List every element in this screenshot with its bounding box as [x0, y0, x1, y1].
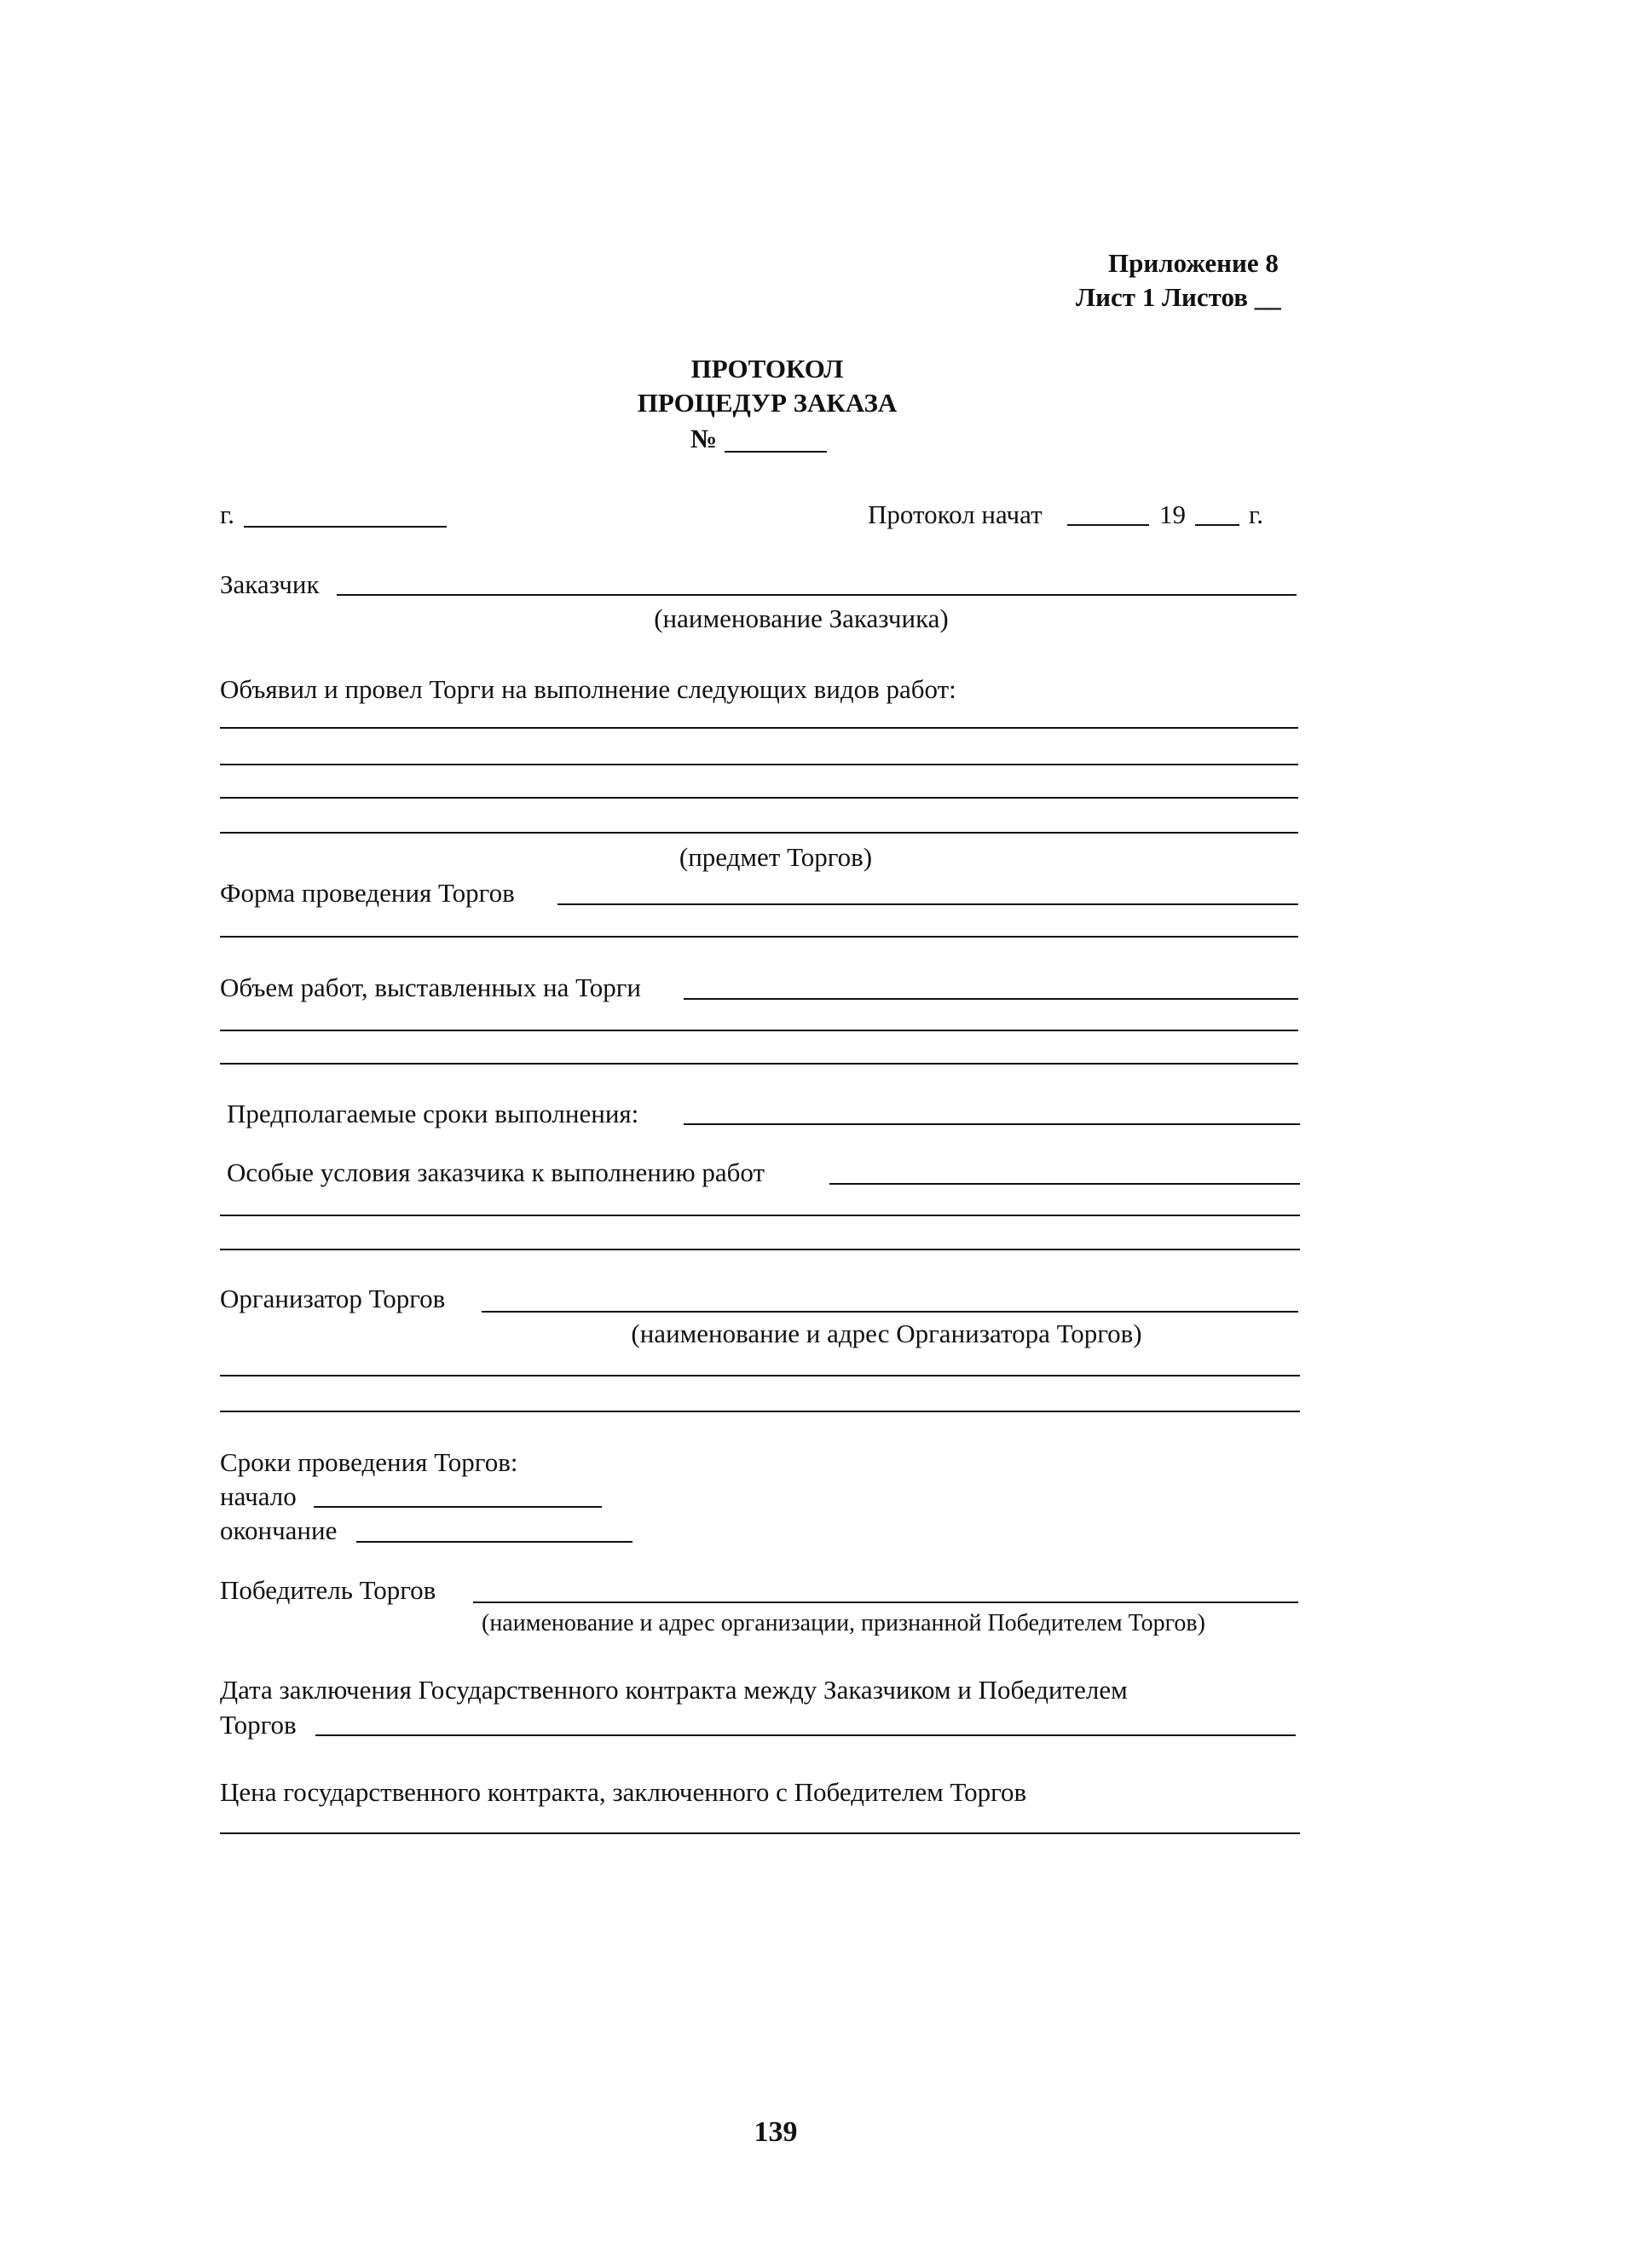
subject-field-4[interactable] [220, 832, 1298, 834]
city-label: г. [220, 499, 234, 529]
customer-label: Заказчик [220, 569, 320, 599]
customer-field[interactable] [337, 594, 1297, 596]
announcement-label: Объявил и провел Торги на выполнение следующих видов работ: [220, 674, 956, 704]
page-number: 139 [754, 2116, 798, 2148]
organizer-label: Организатор Торгов [220, 1284, 446, 1313]
form-label: Форма проведения Торгов [220, 878, 515, 908]
form-field-1[interactable] [557, 903, 1298, 905]
city-field[interactable] [244, 526, 447, 528]
title-line2: ПРОЦЕДУР ЗАКАЗА [637, 388, 898, 418]
organizer-caption: (наименование и адрес Организатора Торгов) [631, 1319, 1142, 1348]
volume-label: Объем работ, выставленных на Торги [220, 972, 642, 1002]
contract-date-label: Дата заключения Государственного контракта между Заказчиком и Победителем [220, 1675, 1128, 1705]
volume-field-1[interactable] [684, 998, 1298, 1000]
contract-price-field[interactable] [220, 1832, 1300, 1834]
terms-start-field[interactable] [314, 1506, 602, 1508]
year-suffix: г. [1249, 499, 1263, 529]
conditions-field-2[interactable] [220, 1215, 1300, 1216]
title-number-label: № [690, 424, 718, 453]
volume-field-2[interactable] [220, 1030, 1298, 1031]
year-label: 19 [1159, 499, 1186, 529]
subject-caption: (предмет Торгов) [679, 842, 873, 872]
subject-field-1[interactable] [220, 727, 1298, 729]
deadlines-label: Предполагаемые сроки выполнения: [227, 1099, 639, 1128]
organizer-field-1[interactable] [482, 1311, 1298, 1313]
form-field-2[interactable] [220, 936, 1298, 938]
sheet-label: Лист 1 Листов __ [1076, 282, 1281, 312]
subject-field-2[interactable] [220, 764, 1298, 765]
organizer-field-3[interactable] [220, 1411, 1300, 1412]
contract-price-label: Цена государственного контракта, заключенного с Победителем Торгов [220, 1777, 1027, 1807]
terms-start-label: начало [220, 1481, 297, 1511]
winner-label: Победитель Торгов [220, 1575, 436, 1605]
deadlines-field[interactable] [684, 1123, 1300, 1125]
protocol-number-field[interactable] [725, 451, 827, 453]
subject-field-3[interactable] [220, 797, 1298, 799]
customer-caption: (наименование Заказчика) [654, 603, 949, 633]
conditions-field-1[interactable] [829, 1183, 1300, 1185]
winner-caption: (наименование и адрес организации, признанной Победителем Торгов) [482, 1610, 1205, 1636]
title-line1: ПРОТОКОЛ [690, 354, 844, 384]
protocol-started-label: Протокол начат [868, 499, 1043, 529]
contract-date-label-2: Торгов [220, 1710, 297, 1740]
terms-label: Сроки проведения Торгов: [220, 1447, 518, 1477]
winner-field[interactable] [473, 1601, 1298, 1603]
terms-end-field[interactable] [356, 1541, 632, 1543]
organizer-field-2[interactable] [220, 1375, 1300, 1376]
volume-field-3[interactable] [220, 1063, 1298, 1065]
conditions-field-3[interactable] [220, 1249, 1300, 1250]
contract-date-field[interactable] [315, 1734, 1296, 1736]
protocol-start-date-field[interactable] [1067, 524, 1149, 526]
conditions-label: Особые условия заказчика к выполнению работ [227, 1157, 765, 1187]
terms-end-label: окончание [220, 1515, 338, 1545]
appendix-label: Приложение 8 [1108, 248, 1279, 278]
year-field[interactable] [1195, 524, 1239, 526]
